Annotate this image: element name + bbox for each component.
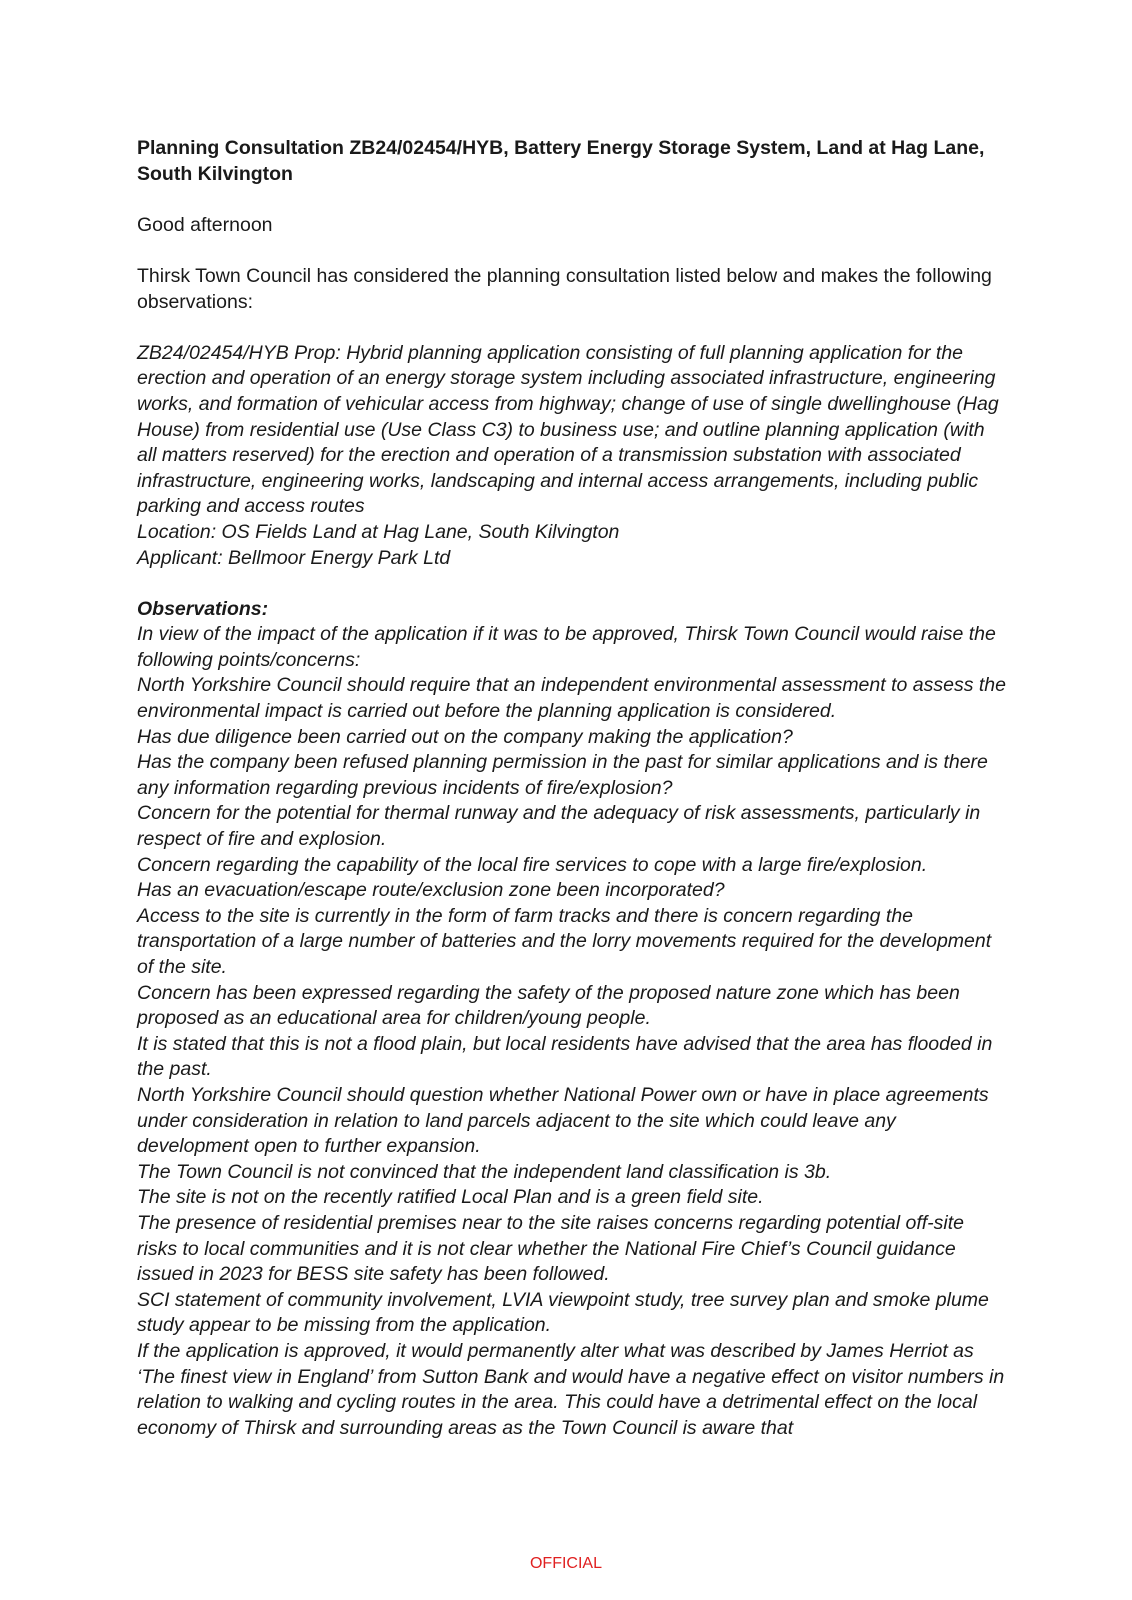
greeting: Good afternoon	[137, 213, 273, 236]
official-footer: OFFICIAL	[529, 1555, 602, 1572]
observation-item: Has an evacuation/escape route/exclusion zone been incorporated?	[137, 879, 725, 902]
observation-item: Concern regarding the capability of the local fire services to cope with a large fire/explosion.	[137, 853, 928, 876]
observation-item: Concern has been expressed regarding the safety of the proposed nature zone which has been proposed as an educational area for children/young people.	[137, 981, 960, 1030]
spacer	[137, 571, 1007, 597]
observation-item: It is stated that this is not a flood plain, but local residents have advised that the area has flooded in the past.	[137, 1032, 993, 1081]
observation-item: Concern for the potential for thermal runway and the adequacy of risk assessments, particularly in respect of fire and explosion.	[137, 802, 981, 851]
observation-item: The presence of residential premises near to the site raises concerns regarding potential off-site risks to local communities and it is not clear whether the National Fire Chief’s Council guidance issued in 2023 for BESS site safety has been followed.	[137, 1211, 965, 1286]
observation-item: The site is not on the recently ratified Local Plan and is a green field site.	[137, 1186, 764, 1209]
document-title: Planning Consultation ZB24/02454/HYB, Battery Energy Storage System, Land at Hag Lane, South Kilvington	[137, 137, 985, 185]
observations-heading: Observations:	[137, 597, 269, 620]
observation-item: Has due diligence been carried out on the company making the application?	[137, 725, 793, 748]
observation-item: Has the company been refused planning permission in the past for similar applications and is there any information regarding previous incidents of fire/explosion?	[137, 751, 988, 799]
observation-item: In view of the impact of the application if it was to be approved, Thirsk Town Council would raise the following points/concerns:	[137, 623, 996, 671]
document-body	[137, 136, 1007, 1441]
spacer	[137, 187, 1007, 213]
applicant-line: Applicant: Bellmoor Energy Park Ltd	[137, 546, 451, 569]
observation-item: If the application is approved, it would permanently alter what was described by James Herriot as ‘The finest view in England’ from Sutton Bank and would have a negative effect on visitor numbers in relation to walking and cycling routes in the area. This could have a detrimental effect on the local economy of Thirsk and surrounding areas as the Town Council is aware that	[137, 1339, 1005, 1439]
location-line: Location: OS Fields Land at Hag Lane, South Kilvington	[137, 520, 620, 543]
observation-item: North Yorkshire Council should require that an independent environmental assessment to assess the environmental impact is carried out before the planning application is considered.	[137, 674, 1006, 723]
spacer	[137, 238, 1007, 264]
observation-item: Access to the site is currently in the form of farm tracks and there is concern regarding the transportation of a large number of batteries and the lorry movements required for the development of the site.	[137, 904, 992, 978]
observation-item: The Town Council is not convinced that the independent land classification is 3b.	[137, 1160, 832, 1183]
proposal-description: ZB24/02454/HYB Prop: Hybrid planning application consisting of full planning application for the erection and operation of an energy storage system including associated infrastructure, engineering works, and formation of vehicular access from highway; change of use of single dwellinghouse (Hag House) from residential use (Use Class C3) to business use; and outline planning application (with all matters reserved) for the erection and operation of a transmission substation with associated infrastructure, engineering works, landscaping and internal access arrangements, including public parking and access routes	[137, 341, 999, 518]
spacer	[137, 315, 1007, 341]
intro-paragraph: Thirsk Town Council has considered the planning consultation listed below and makes the following observations:	[137, 264, 992, 313]
observation-item: North Yorkshire Council should question whether National Power own or have in place agreements under consideration in relation to land parcels adjacent to the site which could leave any development open to further expansion.	[137, 1083, 989, 1158]
observation-item: SCI statement of community involvement, LVIA viewpoint study, tree survey plan and smoke plume study appear to be missing from the application.	[137, 1288, 989, 1337]
